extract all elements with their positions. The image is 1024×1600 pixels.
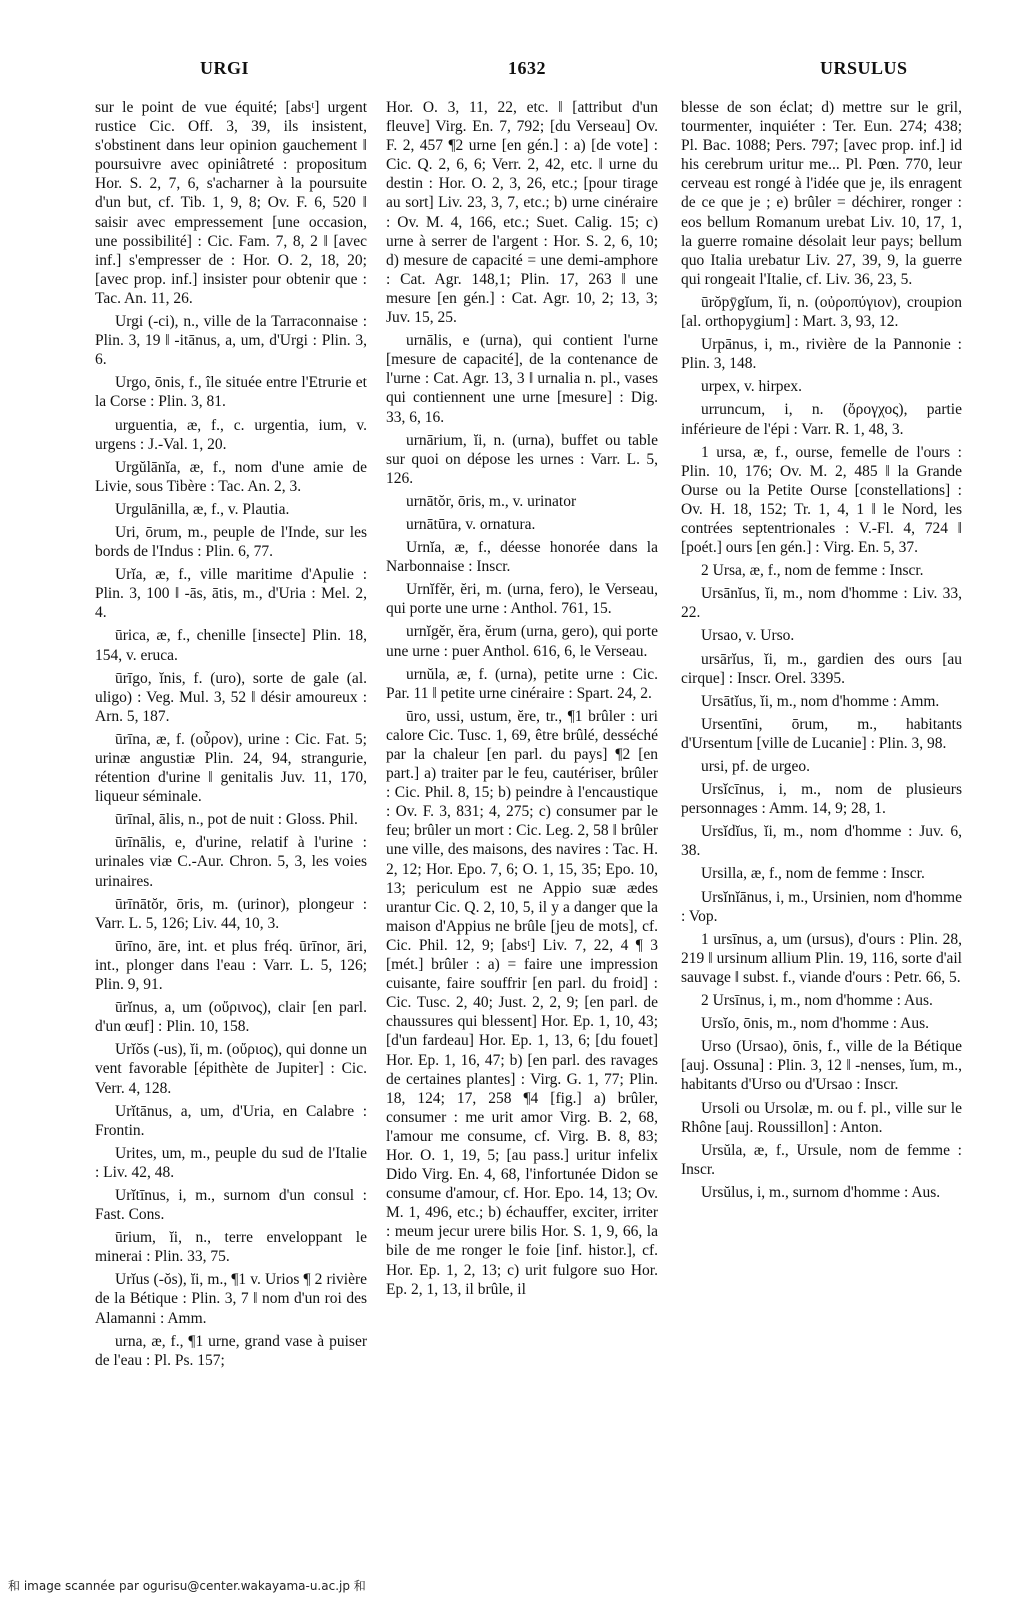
dictionary-entry: ūro, ussi, ustum, ĕre, tr., ¶1 brûler : uri calore Cic. Tusc. 1, 69, être brûlé, desséché par la chaleur [en parl. du pays] ¶2 [en part.] a) traiter par le feu, cautériser, brûler : Cic. Phil. 8, 15; b) peindre à l'encaustique : Ov. F. 3, 831; 4, 275; c) consumer par le feu; brûler un mort : Cic. Leg. 2, 58 ‖ brûler une ville, des maisons, des navires : Tac. H. 2, 12; Hor. Epo. 7, 6; O. 1, 15, 35; Epo. 10, 13; periculum est ne Appio suæ ædes urantur Cic. Q. 2, 10, 5, il y a danger que la maison d'Appius ne brûle [jeu de mots], cf. Cic. Phil. 12, 9; [absᵗ] Liv. 7, 22, 4 ¶ 3 [mét.] brûler : a) = faire une impression cuisante, faire souffrir [en parl. du froid] : Cic. Tusc. 2, 40; Just. 2, 2, 9; [en parl. de chaussures qui blessent] Hor. Ep. 1, 10, 43; [d'un fardeau] Hor. Ep. 1, 13, 6; [du fouet] Hor. Ep. 1, 16, 47; b) [en parl. des ravages de certaines plantes] : Virg. G. 1, 77; Plin. 18, 124; 17, 258 ¶4 [fig.] a) brûler, consumer : me urit amor Virg. B. 2, 68, l'amour me consume, cf. Virg. B. 8, 83; Hor. O. 1, 19, 5; [au pass.] uritur infelix Dido Virg. En. 4, 68, l'infortunée Didon se consume d'amour, cf. Hor. Epo. 14, 13; Ov. M. 1, 496, etc.; b) échauffer, exciter, irriter : meum jecur urere bilis Hor. S. 1, 9, 66, la bile de me ronger le foie [inf. histor.], cf. Hor. Ep. 1, 2, 13; c) urit fulgore suo Hor. Ep. 2, 1, 13, il brûle, il <box>386 707 658 1298</box>
dictionary-entry: urnālis, e (urna), qui contient l'urne [mesure de capacité], de la contenance de l'urne : Cat. Agr. 13, 3 ‖ urnalia n. pl., vases qui contiennent une urne [mesure] : Dig. 33, 6, 16. <box>386 332 658 426</box>
dictionary-entry: blesse de son éclat; d) mettre sur le gril, tourmenter, inquiéter : Ter. Eun. 274; 438; Pl. Bac. 1088; Pers. 797; [avec prop. inf.] id his cerebrum uritur me... Pl. Pœn. 770, leur cerveau est rongé à l'idée que je, ils enragent de ce que je ; e) brûler = déchirer, ronger : eos bellum Romanum urebat Liv. 10, 17, 1, la guerre romaine désolait leur pays; bellum quo Italia urebatur Liv. 27, 39, 9, la guerre qui rongeait l'Italie, cf. Liv. 36, 23, 5. <box>681 99 962 288</box>
column-1 <box>95 98 367 1543</box>
dictionary-entry: urnŭla, æ, f. (urna), petite urne : Cic. Par. 11 ‖ petite urne cinéraire : Spart. 24, 2. <box>386 665 658 702</box>
dictionary-entry: Ursoli ou Ursolæ, m. ou f. pl., ville sur le Rhône [auj. Roussillon] : Anton. <box>681 1099 962 1136</box>
dictionary-entry: ūrīna, æ, f. (οὖρον), urine : Cic. Fat. 5; urinæ angustiæ Plin. 24, 94, strangurie, rétention d'urine ‖ genitalis Juv. 11, 170, liqueur séminale. <box>95 730 367 806</box>
dictionary-entry: Urĭa, æ, f., ville maritime d'Apulie : Plin. 3, 100 ‖ -ās, ātis, m., d'Uria : Mel. 2, 4. <box>95 566 367 622</box>
dictionary-entry: ūrica, æ, f., chenille [insecte] Plin. 18, 154, v. eruca. <box>95 627 367 664</box>
right-guide-word: URSULUS <box>820 58 908 78</box>
dictionary-entry: Ursĭdĭus, ĭi, m., nom d'homme : Juv. 6, 38. <box>681 823 962 860</box>
dictionary-entry: urnātŏr, ōris, m., v. urinator <box>406 492 577 510</box>
dictionary-entry: Ursānĭus, ĭi, m., nom d'homme : Liv. 33, 22. <box>681 585 962 622</box>
page-header <box>0 58 1024 92</box>
dictionary-entry: Urgo, ōnis, f., île située entre l'Etrurie et la Corse : Plin. 3, 81. <box>95 374 367 411</box>
dictionary-entry: Urpānus, i, m., rivière de la Pannonie : Plin. 3, 148. <box>681 336 962 373</box>
dictionary-entry: urna, æ, f., ¶1 urne, grand vase à puiser de l'eau : Pl. Ps. 157; <box>95 1332 367 1369</box>
dictionary-entry: ūrĭnus, a, um (οὔρινος), clair [en parl. d'un œuf] : Plin. 10, 158. <box>95 999 367 1036</box>
dictionary-entry: Urso (Ursao), ōnis, f., ville de la Bétique [auj. Ossuna] : Plin. 3, 12 ‖ -nenses, ĭum, m., habitants d'Urso ou d'Ursao : Inscr. <box>681 1038 962 1094</box>
dictionary-entry: Ursĭo, ōnis, m., nom d'homme : Aus. <box>701 1015 929 1033</box>
dictionary-entry: Ursĭnĭānus, i, m., Ursinien, nom d'homme : Vop. <box>681 888 962 925</box>
dictionary-entry: ursārĭus, ĭi, m., gardien des ours [au cirque] : Inscr. Orel. 3395. <box>681 650 962 687</box>
dictionary-entry: Urĭŏs (-us), ĭi, m. (οὔριος), qui donne un vent favorable [épithète de Jupiter] : Cic. Verr. 4, 128. <box>95 1041 367 1097</box>
dictionary-entry: Ursŭla, æ, f., Ursule, nom de femme : Inscr. <box>681 1141 962 1178</box>
dictionary-entry: Urgŭlānĭa, æ, f., nom d'une amie de Livie, sous Tibère : Tac. An. 2, 3. <box>95 458 367 495</box>
dictionary-entry: Urĭtānus, a, um, d'Uria, en Calabre : Frontin. <box>95 1102 367 1139</box>
left-guide-word: URGI <box>200 58 250 78</box>
dictionary-entry: Ursĭcīnus, i, m., nom de plusieurs personnages : Amm. 14, 9; 28, 1. <box>681 781 962 818</box>
dictionary-entry: Ursŭlus, i, m., surnom d'homme : Aus. <box>701 1183 941 1201</box>
dictionary-entry: Urĭtīnus, i, m., surnom d'un consul : Fast. Cons. <box>95 1186 367 1224</box>
dictionary-entry: Ursao, v. Urso. <box>701 627 795 645</box>
dictionary-entry: Urgulānilla, æ, f., v. Plautia. <box>115 500 290 518</box>
dictionary-entry: Ursentīni, ōrum, m., habitants d'Ursentum [ville de Lucanie] : Plin. 3, 98. <box>681 715 962 752</box>
dictionary-entry: urnārium, ĭi, n. (urna), buffet ou table sur quoi on dépose les urnes : Varr. L. 5, 126. <box>386 431 658 487</box>
dictionary-entry: 2 Ursa, æ, f., nom de femme : Inscr. <box>701 562 924 580</box>
dictionary-entry: Uri, ōrum, m., peuple de l'Inde, sur les bords de l'Indus : Plin. 6, 77. <box>95 523 367 561</box>
dictionary-entry: ūrīnal, ālis, n., pot de nuit : Gloss. Phil. <box>115 811 358 829</box>
dictionary-entry: Urĭus (-ŏs), ĭi, m., ¶1 v. Urios ¶ 2 rivière de la Bétique : Plin. 3, 7 ‖ nom d'un roi des Alamanni : Amm. <box>95 1271 367 1327</box>
dictionary-entry: urruncum, i, n. (ὄρογχος), partie inférieure de l'épi : Varr. R. 1, 48, 3. <box>681 401 962 438</box>
dictionary-entry: 1 ursīnus, a, um (ursus), d'ours : Plin. 28, 219 ‖ ursinum allium Plin. 19, 116, sorte d'ail sauvage ‖ subst. f., viande d'ours : Petr. 66, 5. <box>681 930 962 986</box>
dictionary-entry: 1 ursa, æ, f., ourse, femelle de l'ours : Plin. 10, 176; Ov. M. 2, 485 ‖ la Grande Ourse ou la Petite Ourse [constellations] : Ov. H. 18, 152; Tr. 1, 4, 1 ‖ le Nord, les contrées septentrionales : V.-Fl. 4, 724 ‖ [poét.] ours [en gén.] : Virg. En. 5, 37. <box>681 443 962 557</box>
dictionary-entry: sur le point de vue équité; [absᵗ] urgent rustice Cic. Off. 3, 39, ils insistent, s'obstinent dans leur opinion gauchement ‖ poursuivre avec opiniâtreté : propositum Hor. S. 2, 7, 6, s'acharner à la poursuite d'un but, cf. Tib. 1, 9, 8; Ov. F. 6, 520 ‖ saisir avec empressement [une occasion, une possibilité] : Cic. Fam. 7, 8, 2 ‖ [avec inf.] s'empresser de : Hor. O. 2, 18, 20; [avec prop. inf.] insister pour obtenir que : Tac. An. 11, 26. <box>95 99 367 307</box>
dictionary-entry: urpex, v. hirpex. <box>701 378 803 396</box>
dictionary-entry: Hor. O. 3, 11, 22, etc. ‖ [attribut d'un fleuve] Virg. En. 7, 792; [du Verseau] Ov. F. 2, 457 ¶2 urne [en gén.] : a) [de vote] : Cic. Q. 2, 6, 6; Verr. 2, 42, etc. ‖ urne du destin : Hor. O. 2, 3, 26, etc.; [pour tirage au sort] Liv. 23, 3, 7, etc.; b) urne cinéraire : Ov. M. 4, 166, etc.; Suet. Calig. 15; c) urne à serrer de l'argent : Hor. S. 2, 6, 10; d) mesure de capacité = une demi-amphore : Cat. Agr. 148,1; Plin. 17, 263 ‖ une mesure [en gén.] : Cat. Agr. 10, 2; 13, 3; Juv. 15, 25. <box>386 99 658 327</box>
dictionary-entry: ūrīnātŏr, ōris, m. (urinor), plongeur : Varr. L. 5, 126; Liv. 44, 10, 3. <box>95 895 367 932</box>
dictionary-entry: urnĭgĕr, ĕra, ĕrum (urna, gero), qui porte une urne : puer Anthol. 616, 6, le Verseau. <box>386 623 658 660</box>
dictionary-entry: ursi, pf. de urgeo. <box>701 758 811 775</box>
dictionary-entry: Urgi (-ci), n., ville de la Tarraconnaise : Plin. 3, 19 ‖ -itānus, a, um, d'Urgi : Plin. 3, 6. <box>95 313 367 369</box>
dictionary-entry: Urnĭa, æ, f., déesse honorée dans la Narbonnaise : Inscr. <box>386 539 658 576</box>
dictionary-entry: 2 Ursīnus, i, m., nom d'homme : Aus. <box>701 992 933 1010</box>
dictionary-entry: Urnĭfĕr, ĕri, m. (urna, fero), le Verseau, qui porte une urne : Anthol. 761, 15. <box>386 581 658 618</box>
dictionary-entry: urguentia, æ, f., c. urgentia, ium, v. urgens : J.-Val. 1, 20. <box>95 416 367 453</box>
dictionary-entry: ūrium, ĭi, n., terre enveloppant le minerai : Plin. 33, 75. <box>95 1229 367 1266</box>
scan-credit: 和 image scannée par ogurisu@center.wakayama-u.ac.jp 和 <box>8 1579 366 1593</box>
dictionary-entry: urnātūra, v. ornatura. <box>406 515 536 533</box>
dictionary-entry: Ursilla, æ, f., nom de femme : Inscr. <box>701 865 925 883</box>
dictionary-entry: Urites, um, m., peuple du sud de l'Italie : Liv. 42, 48. <box>95 1144 367 1181</box>
page-number: 1632 <box>508 58 546 78</box>
dictionary-entry: ūrīgo, ĭnis, f. (uro), sorte de gale (al. uligo) : Veg. Mul. 3, 52 ‖ désir amoureux : Arn. 5, 187. <box>95 669 367 725</box>
dictionary-entry: ūrŏpȳgĭum, ĭi, n. (οὐροπύγιον), croupion [al. orthopygium] : Mart. 3, 93, 12. <box>681 293 962 331</box>
column-2 <box>386 98 658 1543</box>
dictionary-entry: Ursātĭus, ĭi, m., nom d'homme : Amm. <box>701 692 940 710</box>
column-3 <box>681 98 962 1543</box>
dictionary-entry: ūrīno, āre, int. et plus fréq. ūrīnor, āri, int., plonger dans l'eau : Varr. L. 5, 126; Plin. 9, 91. <box>95 937 367 994</box>
dictionary-entry: ūrīnālis, e, d'urine, relatif à l'urine : urinales viæ C.-Aur. Chron. 5, 3, les voies urinaires. <box>95 834 367 890</box>
